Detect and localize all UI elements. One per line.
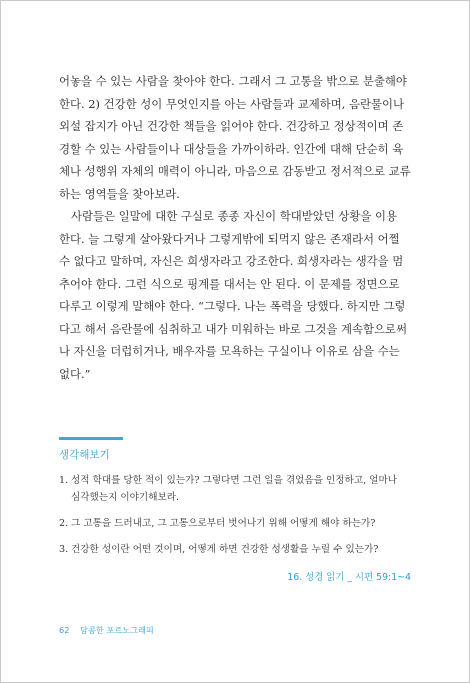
body-line: 다루고 이렇게 말해야 한다. “그렇다. 나는 폭력을 당했다. 하지만 그렇 <box>59 299 406 313</box>
body-line: 추어야 한다. 그런 식으로 핑계를 대서는 안 된다. 이 문제를 정면으로 <box>59 276 400 291</box>
question-item <box>59 472 419 489</box>
question-item-continuation <box>59 489 419 506</box>
body-line: 다고 해서 음란물에 심취하고 내가 미워하는 바로 그것을 계속함으로써 <box>59 321 408 336</box>
page-number: 62 <box>59 625 70 635</box>
body-line: 수 없다고 말하며, 자신은 희생자라고 강조한다. 희생자라는 생각을 멈 <box>59 254 404 268</box>
question-text: 그 고통을 드러내고, 그 고통으로부터 벗어나기 위해 어떻게 해야 하는가? <box>71 518 376 529</box>
body-text <box>59 70 411 385</box>
page-footer <box>59 625 154 636</box>
body-line: 없다.” <box>59 366 91 381</box>
body-line: 체나 성행위 자체의 매력이 아니라, 마음으로 감동받고 정서적으로 교류 <box>59 164 411 178</box>
reflection-questions <box>59 472 419 567</box>
body-line: 경할 수 있는 사람들이나 대상들을 가까이하라. 인간에 대해 단순히 육 <box>59 141 404 156</box>
question-text: 심각했는지 이야기해보라. <box>71 492 180 503</box>
body-line: 하는 영역들을 찾아보라. <box>59 186 180 201</box>
section-title: 생각해보기 <box>59 449 110 461</box>
question-number: 2. <box>59 518 69 529</box>
question-text: 건강한 성이란 어떤 것이며, 어떻게 하면 건강한 성생활을 누릴 수 있는가? <box>71 544 379 555</box>
running-title: 담콤한 포르노그래피 <box>80 625 154 635</box>
question-item <box>59 541 419 558</box>
scripture-reference: 16. 성경 읽기 _ 시편 59:1~4 <box>287 572 411 583</box>
body-line: 외설 잡지가 아닌 건강한 책들을 읽어야 한다. 건강하고 정상적이며 존 <box>59 119 404 133</box>
question-item <box>59 515 419 532</box>
body-line: 사람들은 일말에 대한 구실로 종종 자신이 학대받았던 상황을 이용 <box>71 209 398 223</box>
question-number: 3. <box>59 544 69 555</box>
question-number: 1. <box>59 475 69 486</box>
body-line: 한다. 2) 건강한 성이 무엇인지를 아는 사람들과 교제하며, 음란물이나 <box>59 96 404 111</box>
body-line: 나 자신을 더럽히거나, 배우자를 모욕하는 구실이나 이유로 삼을 수는 <box>59 344 400 358</box>
body-line: 어놓을 수 있는 사람을 찾아야 한다. 그래서 그 고통을 밖으로 분출해야 <box>59 74 407 88</box>
question-text: 성적 학대를 당한 적이 있는가? 그렇다면 그런 일을 겪었음을 인정하고, 얼마나 <box>71 475 397 486</box>
section-rule <box>59 437 123 440</box>
body-line: 한다. 늘 그렇게 살아왔다거나 그렇게밖에 되먹지 않은 존재라서 어쩔 <box>59 231 400 246</box>
